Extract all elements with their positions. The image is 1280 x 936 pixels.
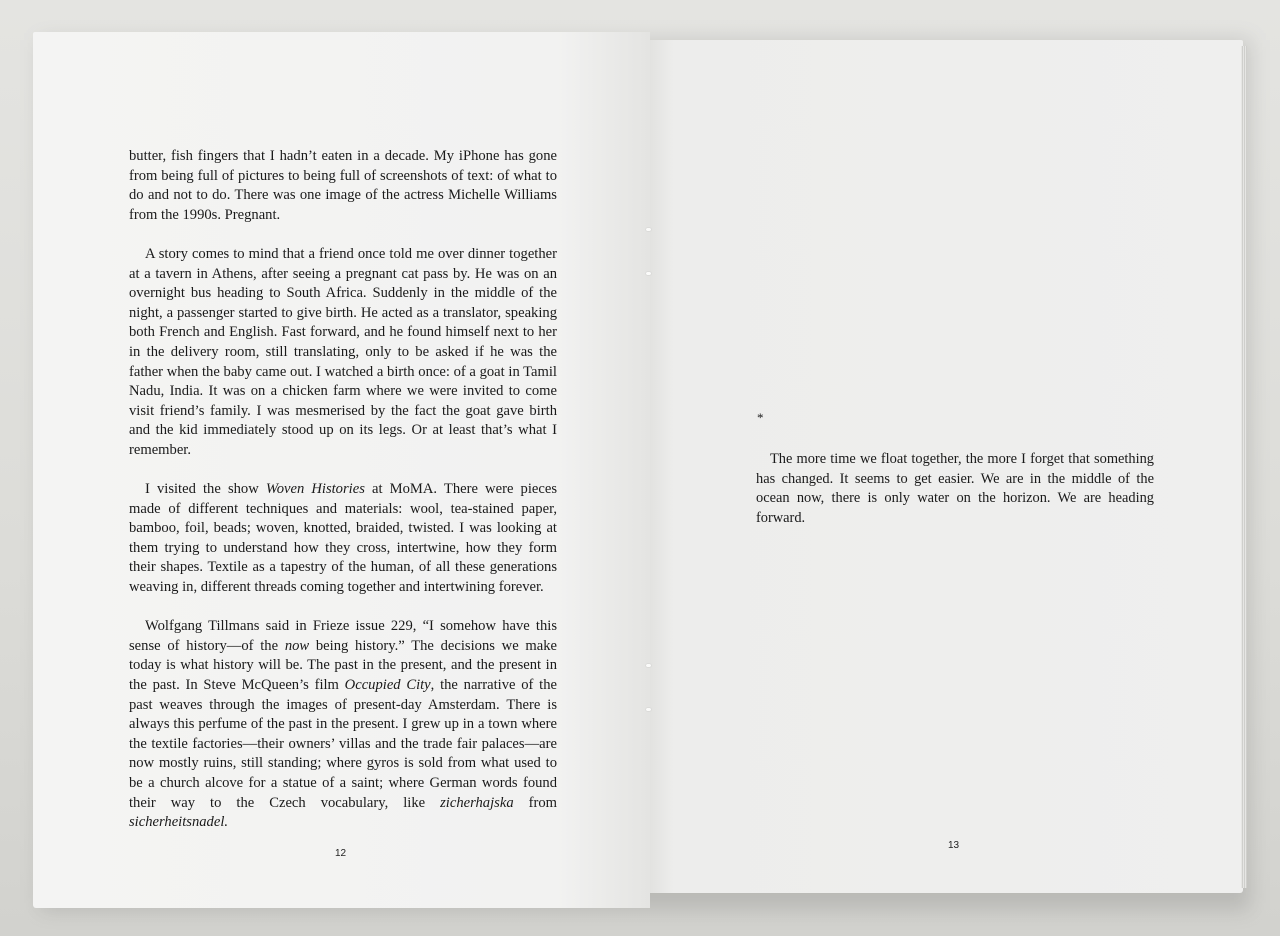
- right-page: [650, 40, 1243, 893]
- italic-text-run: Woven Histories: [265, 481, 365, 498]
- page-number-left: 12: [335, 848, 347, 859]
- text-run: Wolfgang Tillmans said in Frieze issue 229, “I somehow have this sense of history—of the: [129, 618, 557, 654]
- page-number-right: 13: [948, 840, 960, 851]
- text-run: from: [513, 794, 557, 811]
- binding-stitch: [646, 708, 651, 711]
- text-run: at MoMA. There were pieces made of different techniques and materials: wool, tea-stained paper, bamboo, foil, beads; woven, knotted, braided, twisted. I was looking at them trying to understand how they cross, intertwine, how they form their shapes. Textile as a tapestry of the human, of all these generations weaving in, different threads coming together and intertwining forever.: [129, 481, 557, 596]
- binding-stitch: [646, 272, 651, 275]
- text-run: A story comes to mind that a friend once told me over dinner together at a tavern in Athens, after seeing a pregnant cat pass by. He was on an overnight bus heading to South Africa. Suddenly in the middle of the night, a passenger started to give birth. He acted as a translator, speaking both French and English. Fast forward, and he found himself next to her in the delivery room, still translating, only to be asked if he was the father when the baby came out. I watched a birth once: of a goat in Tamil Nadu, India. It was on a chicken farm where we were invited to come visit friend’s family. I was mesmerised by the fact the goat gave birth and the kid immediately stood up on its legs. Or at least that’s what I remember.: [129, 245, 557, 458]
- left-page-body-text: [129, 147, 557, 852]
- italic-text-run: Occupied City: [344, 677, 431, 694]
- paragraph-2: [129, 245, 557, 461]
- text-run: I visited the show: [145, 481, 266, 498]
- binding-stitch: [646, 228, 651, 231]
- section-break-asterisk: *: [757, 410, 764, 425]
- right-page-paragraph: The more time we float together, the more I forget that something has changed. It seems to get easier. We are in the middle of the ocean now, there is only water on the horizon. We are heading forward.: [756, 451, 1154, 526]
- page-edges: [1241, 46, 1247, 888]
- paragraph-4: [129, 617, 557, 833]
- paragraph-3: [129, 480, 557, 598]
- left-page: [33, 32, 650, 908]
- text-run: butter, fish fingers that I hadn’t eaten in a decade. My iPhone has gone from being full of pictures to being full of screenshots of text: of what to do and not to do. There was one image of the actress Michelle Williams from the 1990s. Pregnant.: [129, 148, 557, 223]
- paragraph-1: [129, 147, 557, 225]
- text-run: being history.” The decisions we make today is what history will be. The past in the present, and the present in the past. In Steve McQueen’s film: [129, 637, 558, 694]
- italic-text-run: sicherheitsnadel.: [129, 814, 229, 831]
- italic-text-run: now: [284, 637, 310, 654]
- text-run: , the narrative of the past weaves through the images of present-day Amsterdam. There is always this perfume of the past in the present. I grew up in a town where the textile factories—their owners’ villas and the trade fair palaces—are now mostly ruins, still standing; where gyros is sold from what used to be a church alcove for a statue of a saint; where German words found their way to the Czech vocabulary, like: [129, 677, 557, 811]
- italic-text-run: zicherhajska: [440, 794, 514, 811]
- binding-stitch: [646, 664, 651, 667]
